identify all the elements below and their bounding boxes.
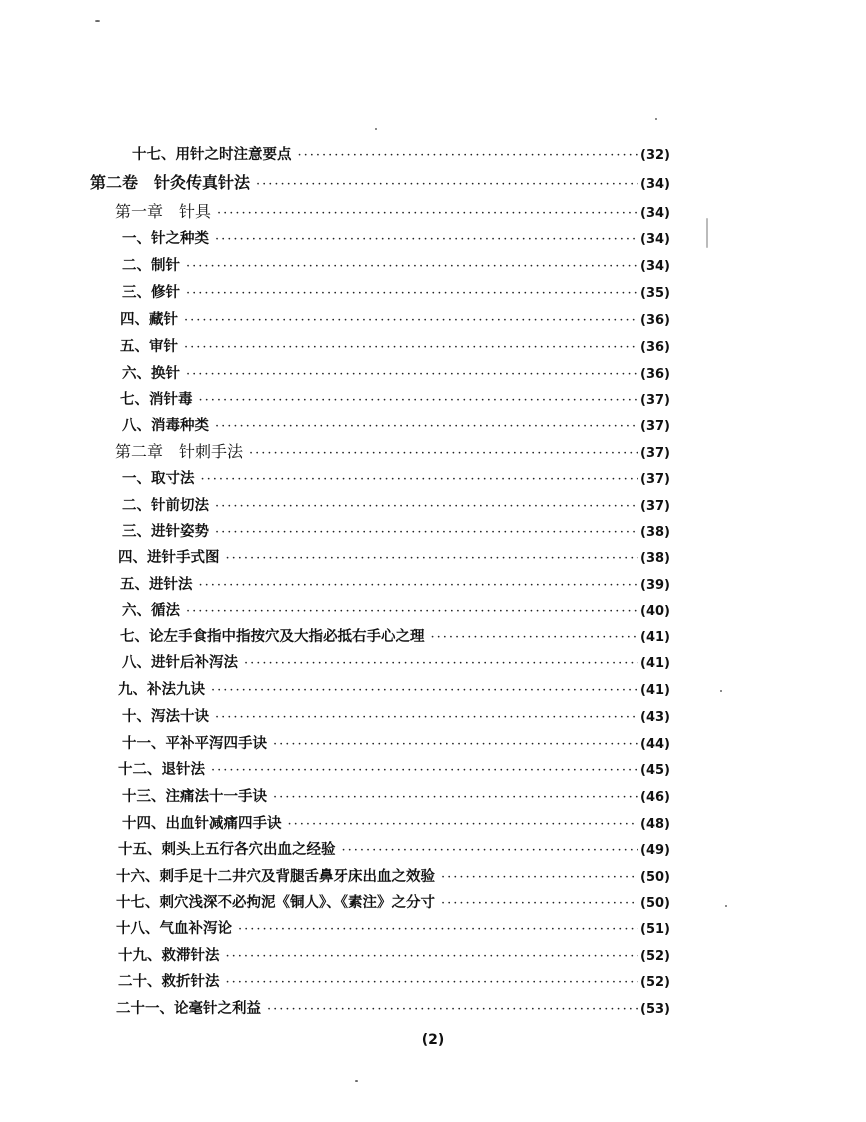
toc-entry-title: 十一、平补平泻四手诀: [122, 735, 267, 752]
toc-entry-title: 十五、刺头上五行各穴出血之经验: [118, 841, 336, 858]
toc-entry-title: 五、进针法: [120, 576, 193, 593]
dot-leader: [342, 839, 639, 863]
toc-entry-page: (34): [640, 232, 670, 247]
dot-leader: [184, 336, 638, 360]
toc-entry-title: 二十一、论毫针之利益: [116, 1000, 261, 1017]
toc-entry-page: (50): [640, 896, 670, 911]
dot-leader: [273, 733, 638, 757]
toc-entry: [118, 970, 670, 994]
dot-leader: [215, 495, 638, 519]
toc-entry-title: 八、消毒种类: [122, 417, 209, 434]
dot-leader: [186, 600, 638, 624]
dot-leader: [199, 574, 639, 598]
dot-leader: [244, 652, 638, 676]
dot-leader: [226, 945, 639, 969]
toc-entry: [118, 546, 670, 570]
toc-entry-title: 七、消针毒: [120, 391, 193, 408]
toc-entry: [122, 281, 670, 305]
toc-entry: [122, 227, 670, 251]
dot-leader: [298, 144, 639, 168]
toc-entry-volume: [90, 171, 670, 195]
toc-entry-page: (44): [640, 737, 670, 752]
toc-entry-title: 十九、救滞针法: [118, 947, 220, 964]
toc-entry-title: 二十、救折针法: [118, 973, 220, 990]
dot-leader: [431, 626, 639, 650]
dot-leader: [186, 282, 638, 306]
scan-speck: [375, 128, 377, 130]
toc-entry-title: 第一章 针具: [115, 202, 212, 221]
toc-entry-title: 一、取寸法: [122, 470, 195, 487]
toc-entry-title: 五、审针: [120, 338, 178, 355]
toc-entry-page: (38): [640, 551, 670, 566]
toc-entry-title: 十四、出血针减痛四手诀: [122, 815, 282, 832]
dot-leader: [288, 813, 639, 837]
toc-entry: [122, 467, 670, 491]
toc-entry-title: 三、进针姿势: [122, 523, 209, 540]
dot-leader: [226, 971, 639, 995]
toc-entry: [120, 335, 670, 359]
toc-entry-page: (39): [640, 578, 670, 593]
toc-entry-title: 七、论左手食指中指按穴及大指必抵右手心之理: [120, 628, 425, 645]
toc-entry-title: 四、进针手式图: [118, 549, 220, 566]
toc-entry-page: (34): [640, 206, 670, 221]
dot-leader: [186, 255, 638, 279]
toc-entry-page: (35): [640, 286, 670, 301]
page-number: (2): [421, 1032, 445, 1048]
dot-leader: [184, 309, 638, 333]
toc-entry-title: 十七、刺穴浅深不必拘泥《铜人》、《素注》之分寸: [116, 894, 435, 911]
dot-leader: [238, 918, 638, 942]
toc-entry: [118, 758, 670, 782]
toc-entry-page: (41): [640, 683, 670, 698]
dot-leader: [267, 998, 638, 1022]
toc-entry: [122, 520, 670, 544]
toc-entry: [116, 891, 670, 915]
scan-speck: [725, 905, 727, 907]
toc-entry-page: (41): [640, 656, 670, 671]
dot-leader: [441, 866, 638, 890]
toc-entry: [120, 573, 670, 597]
scan-speck: [655, 118, 657, 120]
toc-entry-title: 二、制针: [122, 257, 180, 274]
dot-leader: [217, 202, 638, 226]
toc-entry: [122, 599, 670, 623]
toc-entry-page: (50): [640, 870, 670, 885]
toc-entry-page: (38): [640, 525, 670, 540]
toc-entry-page: (53): [640, 1002, 670, 1017]
toc-entry-title: 第二卷 针灸传真针法: [90, 173, 251, 192]
toc-entry-page: (49): [640, 843, 670, 858]
dot-leader: [211, 759, 638, 783]
toc-entry: [118, 944, 670, 968]
toc-entry-page: (36): [640, 340, 670, 355]
dot-leader: [226, 547, 639, 571]
toc-entry-title: 十七、用针之时注意要点: [132, 146, 292, 163]
scan-speck: [355, 1080, 358, 1082]
toc-entry-page: (51): [640, 922, 670, 937]
toc-entry-page: (41): [640, 630, 670, 645]
toc-entry-page: (45): [640, 763, 670, 778]
toc-entry-page: (32): [640, 148, 670, 163]
toc-entry-title: 十二、退针法: [118, 761, 205, 778]
toc-entry: [116, 997, 670, 1021]
toc-entry-title: 十三、注痛法十一手诀: [122, 788, 267, 805]
toc-entry-title: 十六、刺手足十二井穴及背腿舌鼻牙床出血之效验: [116, 868, 435, 885]
dot-leader: [199, 389, 639, 413]
dot-leader: [211, 679, 638, 703]
dot-leader: [215, 415, 638, 439]
toc-entry-page: (52): [640, 975, 670, 990]
dot-leader: [256, 173, 638, 197]
toc-entry-title: 三、修针: [122, 284, 180, 301]
toc-entry-title: 一、针之种类: [122, 230, 209, 247]
dot-leader: [215, 706, 638, 730]
toc-entry: [122, 785, 670, 809]
toc-entry: [122, 362, 670, 386]
toc-entry-page: (48): [640, 817, 670, 832]
toc-entry-page: (52): [640, 949, 670, 964]
toc-entry-page: (36): [640, 367, 670, 382]
toc-entry: [132, 143, 670, 167]
toc-entry-page: (37): [640, 393, 670, 408]
toc-entry-title: 四、藏针: [120, 311, 178, 328]
toc-entry-page: (37): [640, 472, 670, 487]
dot-leader: [186, 363, 638, 387]
toc-entry: [122, 812, 670, 836]
toc-entry: [122, 732, 670, 756]
toc-entry-page: (36): [640, 313, 670, 328]
toc-entry-title: 十八、气血补泻论: [116, 920, 232, 937]
dot-leader: [215, 228, 638, 252]
toc-entry: [122, 414, 670, 438]
toc-entry-title: 八、进针后补泻法: [122, 654, 238, 671]
toc-entry-page: (37): [640, 499, 670, 514]
toc-entry: [120, 625, 670, 649]
toc-entry-title: 六、换针: [122, 365, 180, 382]
toc-entry-chapter: [115, 200, 670, 224]
toc-entry: [116, 865, 670, 889]
toc-entry: [120, 308, 670, 332]
dot-leader: [215, 521, 638, 545]
dot-leader: [201, 468, 639, 492]
dot-leader: [441, 892, 638, 916]
dot-leader: [273, 786, 638, 810]
toc-entry-title: 十、泻法十诀: [122, 708, 209, 725]
toc-entry-page: (37): [640, 446, 670, 461]
toc-entry: [122, 651, 670, 675]
toc-entry-page: (40): [640, 604, 670, 619]
scan-speck: [706, 218, 708, 248]
toc-entry-page: (46): [640, 790, 670, 805]
toc-entry: [116, 917, 670, 941]
toc-entry: [118, 838, 670, 862]
toc-entry-title: 第二章 针刺手法: [115, 442, 244, 461]
toc-entry-title: 二、针前切法: [122, 497, 209, 514]
toc-entry-page: (34): [640, 177, 670, 192]
toc-entry: [120, 388, 670, 412]
toc-entry-page: (37): [640, 419, 670, 434]
toc-entry: [122, 705, 670, 729]
toc-entry: [118, 678, 670, 702]
toc-entry-title: 六、循法: [122, 602, 180, 619]
toc-entry-page: (34): [640, 259, 670, 274]
toc-entry-page: (43): [640, 710, 670, 725]
toc-entry: [122, 494, 670, 518]
scan-speck: [720, 690, 722, 692]
scan-speck: [95, 20, 100, 22]
dot-leader: [249, 442, 638, 466]
toc-entry-title: 九、补法九诀: [118, 681, 205, 698]
toc-entry-chapter: [115, 440, 670, 464]
toc-entry: [122, 254, 670, 278]
